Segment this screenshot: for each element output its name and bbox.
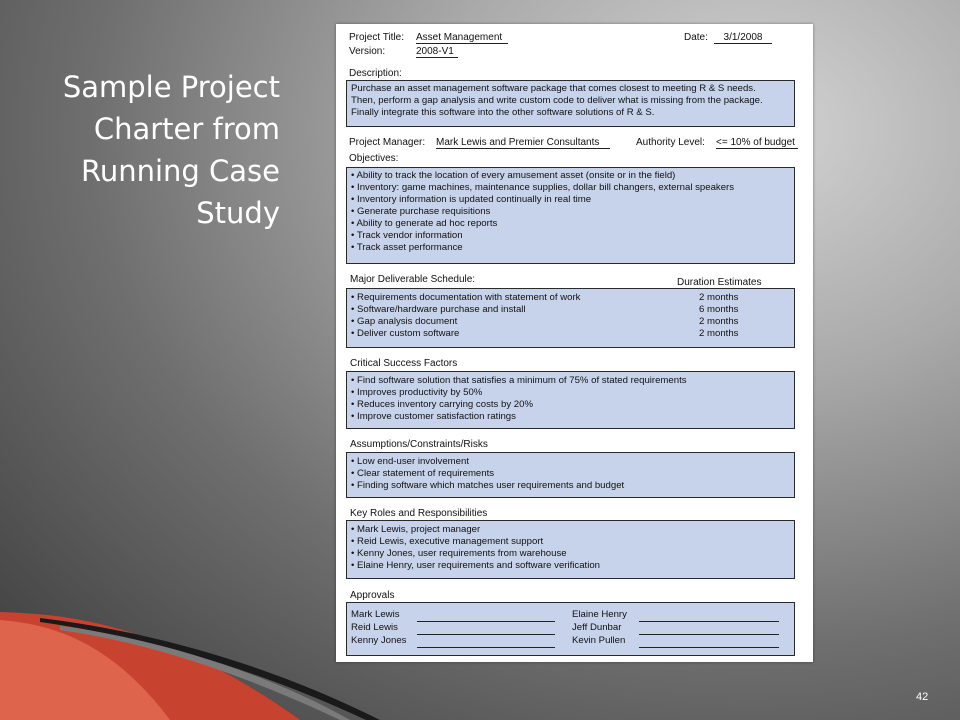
approver-name: Reid Lewis xyxy=(351,622,398,633)
role-item: • Kenny Jones, user requirements from warehouse xyxy=(351,548,567,559)
page-number: 42 xyxy=(916,691,929,703)
acr-box xyxy=(346,452,795,498)
slide-title-line: Study xyxy=(196,196,280,230)
objective-item: • Track vendor information xyxy=(351,230,463,241)
slide-title-line: Charter from xyxy=(93,112,280,146)
approver-name: Kenny Jones xyxy=(351,635,407,646)
project-manager-label: Project Manager: xyxy=(349,137,426,148)
approver-name: Elaine Henry xyxy=(572,609,627,620)
objective-item: • Ability to generate ad hoc reports xyxy=(351,218,498,229)
project-charter-document xyxy=(336,24,813,662)
objective-item: • Generate purchase requisitions xyxy=(351,206,491,217)
csf-item: • Improves productivity by 50% xyxy=(351,387,483,398)
signature-line xyxy=(417,647,555,648)
role-item: • Reid Lewis, executive management support xyxy=(351,536,544,547)
duration-estimates-label: Duration Estimates xyxy=(677,277,762,288)
roles-box xyxy=(346,520,795,579)
slide-title-line: Sample Project xyxy=(62,70,280,104)
deliverable-item: • Deliver custom software xyxy=(351,328,460,339)
signature-line xyxy=(417,621,555,622)
description-line: Then, perform a gap analysis and write custom code to deliver what is missing from the package. xyxy=(351,95,763,106)
authority-level-value: <= 10% of budget xyxy=(716,137,798,149)
objectives-box xyxy=(346,167,795,264)
description-line: Finally integrate this software into the other software solutions of R & S. xyxy=(351,107,655,118)
approvals-box xyxy=(346,602,795,656)
version-value: 2008-V1 xyxy=(416,46,458,58)
csf-box xyxy=(346,371,795,429)
csf-item: • Reduces inventory carrying costs by 20% xyxy=(351,399,533,410)
project-title-value: Asset Management xyxy=(416,32,508,44)
approver-name: Mark Lewis xyxy=(351,609,400,620)
approver-name: Kevin Pullen xyxy=(572,635,626,646)
objectives-label: Objectives: xyxy=(349,153,399,164)
description-label: Description: xyxy=(349,68,402,79)
deliverables-box xyxy=(346,288,795,348)
date-label: Date: xyxy=(684,32,708,43)
signature-line xyxy=(417,634,555,635)
slide-title xyxy=(40,66,280,234)
signature-line xyxy=(639,634,779,635)
acr-item: • Finding software which matches user requirements and budget xyxy=(351,480,625,491)
roles-label: Key Roles and Responsibilities xyxy=(350,508,488,519)
approver-name: Jeff Dunbar xyxy=(572,622,622,633)
acr-item: • Low end-user involvement xyxy=(351,456,470,467)
description-line: Purchase an asset management software package that comes closest to meeting R & S needs. xyxy=(351,83,756,94)
objective-item: • Inventory: game machines, maintenance supplies, dollar bill changers, external speakers xyxy=(351,182,735,193)
approvals-label: Approvals xyxy=(350,590,395,601)
signature-line xyxy=(639,647,779,648)
csf-item: • Find software solution that satisfies a minimum of 75% of stated requirements xyxy=(351,375,687,386)
version-label: Version: xyxy=(349,46,386,57)
deliverable-item: • Gap analysis document xyxy=(351,316,458,327)
objective-item: • Track asset performance xyxy=(351,242,463,253)
deliverable-duration: 2 months xyxy=(699,316,739,327)
deliverable-item: • Requirements documentation with statement of work xyxy=(351,292,581,303)
deliverable-duration: 2 months xyxy=(699,292,739,303)
objective-item: • Ability to track the location of every amusement asset (onsite or in the field) xyxy=(351,170,676,181)
deliverable-duration: 2 months xyxy=(699,328,739,339)
project-title-label: Project Title: xyxy=(349,32,405,43)
deliverables-label: Major Deliverable Schedule: xyxy=(350,274,476,285)
project-manager-value: Mark Lewis and Premier Consultants xyxy=(436,137,610,149)
acr-label: Assumptions/Constraints/Risks xyxy=(350,439,488,450)
role-item: • Mark Lewis, project manager xyxy=(351,524,481,535)
description-box xyxy=(346,80,795,127)
deliverable-item: • Software/hardware purchase and install xyxy=(351,304,526,315)
csf-item: • Improve customer satisfaction ratings xyxy=(351,411,516,422)
deliverable-duration: 6 months xyxy=(699,304,739,315)
authority-level-label: Authority Level: xyxy=(636,137,705,148)
role-item: • Elaine Henry, user requirements and software verification xyxy=(351,560,601,571)
csf-label: Critical Success Factors xyxy=(350,358,458,369)
acr-item: • Clear statement of requirements xyxy=(351,468,495,479)
date-value: 3/1/2008 xyxy=(714,32,772,44)
slide-title-line: Running Case xyxy=(80,154,280,188)
objective-item: • Inventory information is updated continually in real time xyxy=(351,194,592,205)
signature-line xyxy=(639,621,779,622)
